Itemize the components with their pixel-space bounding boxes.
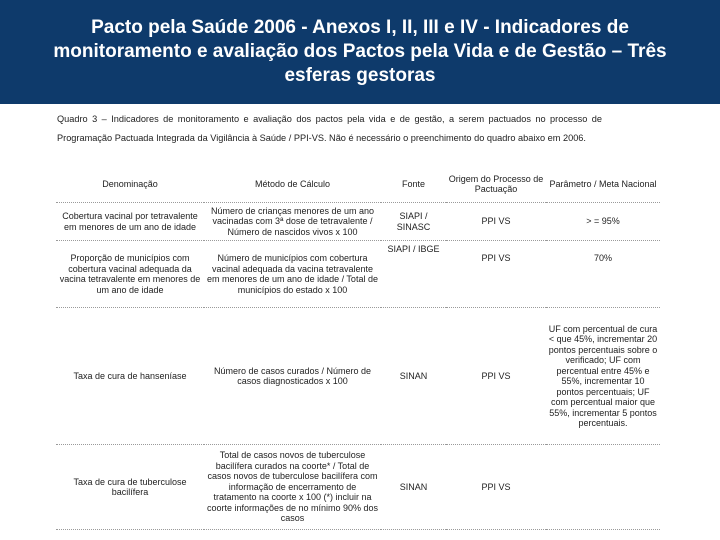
table-header-row: [56, 166, 660, 203]
cell-denominacao: Proporção de municípios com cobertura vacinal adequada da vacina tetravalente em menores de um ano de idade: [56, 241, 204, 308]
cell-parametro: UF com percentual de cura < que 45%, incrementar 20 pontos percentuais sobre o verificado; UF com percentual entre 45% e 55%, incrementar 10 pontos percentuais; UF com percentual maior que 55%, incrementar 5 pontos percentuais.: [546, 308, 660, 445]
header-origem: Origem do Processo de Pactuação: [446, 166, 546, 203]
cell-metodo: Número de crianças menores de um ano vacinadas com 3ª dose de tetravalente / Número de nascidos vivos x 100: [204, 203, 381, 241]
cell-fonte: SINAN: [381, 445, 446, 530]
cell-origem: PPI VS: [446, 445, 546, 530]
table-row: [56, 203, 660, 241]
table-row: [56, 308, 660, 445]
cell-origem: PPI VS: [446, 203, 546, 241]
cell-metodo: Número de municípios com cobertura vacinal adequada da vacina tetravalente em menores de um ano de idade / Total de municípios do estado x 100: [204, 241, 381, 308]
cell-metodo: Número de casos curados / Número de casos diagnosticados x 100: [204, 308, 381, 445]
cell-fonte: SINAN: [381, 308, 446, 445]
header-parametro: Parâmetro / Meta Nacional: [546, 166, 660, 203]
cell-parametro: > = 95%: [546, 203, 660, 241]
cell-origem: PPI VS: [446, 308, 546, 445]
cell-metodo: Total de casos novos de tuberculose bacilífera curados na coorte* / Total de casos novos de tuberculose bacilífera com informação de encerramento de tratamento na coorte x 100 (*) incluir na coorte informações de no mínimo 90% dos casos: [204, 445, 381, 530]
header-fonte: Fonte: [381, 166, 446, 203]
cell-denominacao: Taxa de cura de hanseníase: [56, 308, 204, 445]
cell-origem: PPI VS: [446, 241, 546, 308]
table-row: [56, 241, 660, 308]
header-denominacao: Denominação: [56, 166, 204, 203]
table-row: [56, 445, 660, 530]
title-bar: [0, 0, 720, 104]
cell-denominacao: Cobertura vacinal por tetravalente em menores de um ano de idade: [56, 203, 204, 241]
slide-title: Pacto pela Saúde 2006 - Anexos I, II, III e IV - Indicadores de monitoramento e avaliação dos Pactos pela Vida e de Gestão – Três esferas gestoras: [53, 17, 667, 86]
header-metodo: Método de Cálculo: [204, 166, 381, 203]
cell-parametro: [546, 445, 660, 530]
cell-fonte: SIAPI / SINASC: [381, 203, 446, 241]
cell-fonte: SIAPI / IBGE: [381, 241, 446, 308]
indicators-table: [56, 166, 660, 530]
cell-denominacao: Taxa de cura de tuberculose bacilífera: [56, 445, 204, 530]
table-caption: Quadro 3 – Indicadores de monitoramento e avaliação dos pactos pela vida e de gestão, a serem pactuados no processo de Programação Pactuada Integrada da Vigilância à Saúde / PPI-VS. Não é necessário o preenchimento do quadro abaixo em 2006.: [57, 114, 602, 143]
cell-parametro: 70%: [546, 241, 660, 308]
